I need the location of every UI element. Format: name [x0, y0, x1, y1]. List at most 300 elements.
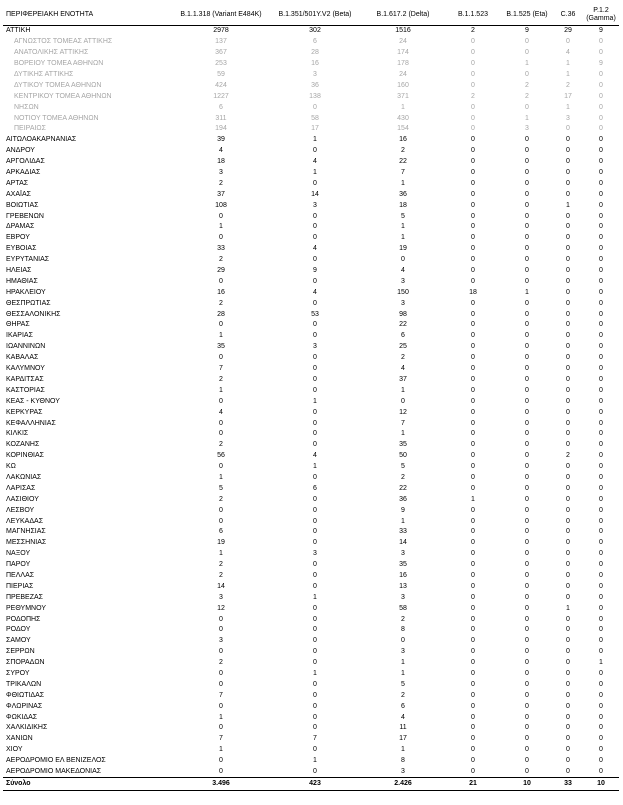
- value-cell: 0: [566, 310, 570, 318]
- variants-by-region-table: [3, 4, 619, 791]
- value-cell: 18: [469, 288, 477, 296]
- value-cell: 154: [397, 125, 409, 133]
- value-cell: 0: [525, 147, 529, 155]
- value-cell: 253: [215, 60, 227, 68]
- value-cell: 0: [313, 321, 317, 329]
- value-cell: 14: [311, 190, 319, 198]
- value-cell: 2: [401, 615, 405, 623]
- value-cell: 3: [401, 648, 405, 656]
- value-cell: 6: [219, 103, 223, 111]
- value-cell: 0: [566, 593, 570, 601]
- value-cell: 0: [525, 430, 529, 438]
- value-cell: 1: [219, 713, 223, 721]
- value-cell: 0: [313, 277, 317, 285]
- value-cell: 430: [397, 114, 409, 122]
- region-name-cell: ΡΟΔΟΠΗΣ: [6, 615, 41, 623]
- value-cell: 5: [219, 484, 223, 492]
- value-cell: 0: [313, 408, 317, 416]
- value-cell: 0: [599, 212, 603, 220]
- value-cell: 16: [399, 571, 407, 579]
- value-cell: 0: [599, 114, 603, 122]
- value-cell: 0: [219, 680, 223, 688]
- value-cell: 58: [399, 604, 407, 612]
- region-name-cell: ΒΟΡΕΙΟΥ ΤΟΜΕΑ ΑΘΗΝΩΝ: [14, 60, 104, 68]
- value-cell: 1: [566, 60, 570, 68]
- value-cell: 0: [566, 528, 570, 536]
- value-cell: 0: [525, 212, 529, 220]
- value-cell: 1: [219, 746, 223, 754]
- region-name-cell: ΡΕΘΥΜΝΟΥ: [6, 604, 47, 612]
- value-cell: 1: [471, 495, 475, 503]
- value-cell: 160: [397, 81, 409, 89]
- value-cell: 194: [215, 125, 227, 133]
- value-cell: 0: [525, 365, 529, 373]
- region-name-cell: ΚΕΑΣ - ΚΥΘΝΟΥ: [6, 397, 60, 405]
- region-name-cell: ΚΑΛΥΜΝΟΥ: [6, 365, 45, 373]
- value-cell: 7: [401, 169, 405, 177]
- value-cell: 0: [525, 691, 529, 699]
- value-cell: 0: [599, 277, 603, 285]
- table-row: [3, 538, 619, 549]
- region-name-cell: ΔΥΤΙΚΟΥ ΤΟΜΕΑ ΑΘΗΝΩΝ: [14, 81, 102, 89]
- table-row: [3, 625, 619, 636]
- value-cell: 0: [471, 38, 475, 46]
- value-cell: 0: [313, 473, 317, 481]
- value-cell: 0: [566, 354, 570, 362]
- value-cell: 0: [471, 517, 475, 525]
- value-cell: 0: [525, 103, 529, 111]
- value-cell: 0: [566, 702, 570, 710]
- value-cell: 0: [313, 212, 317, 220]
- value-cell: 22: [399, 321, 407, 329]
- value-cell: 0: [525, 626, 529, 634]
- value-cell: 0: [599, 495, 603, 503]
- region-name-cell: ΘΕΣΠΡΩΤΙΑΣ: [6, 299, 51, 307]
- region-name-cell: ΓΡΕΒΕΝΩΝ: [6, 212, 44, 220]
- value-cell: 0: [599, 365, 603, 373]
- value-cell: 1: [401, 517, 405, 525]
- value-cell: 0: [525, 256, 529, 264]
- value-cell: 0: [219, 768, 223, 775]
- value-cell: 3: [525, 125, 529, 133]
- table-row: [3, 669, 619, 680]
- value-cell: 424: [215, 81, 227, 89]
- value-cell: 0: [471, 256, 475, 264]
- value-cell: 0: [525, 71, 529, 78]
- value-cell: 8: [401, 626, 405, 634]
- value-cell: 0: [471, 408, 475, 416]
- value-cell: 17: [311, 125, 319, 133]
- table-row: [3, 222, 619, 233]
- value-cell: 0: [599, 136, 603, 144]
- value-cell: 0: [566, 713, 570, 721]
- value-cell: 28: [311, 49, 319, 57]
- value-cell: 0: [599, 441, 603, 449]
- value-cell: 37: [217, 190, 225, 198]
- value-cell: 150: [397, 288, 409, 296]
- value-cell: 0: [401, 637, 405, 645]
- value-cell: 18: [399, 201, 407, 209]
- value-cell: 0: [599, 506, 603, 514]
- table-row: [3, 679, 619, 690]
- value-cell: 0: [599, 430, 603, 438]
- value-cell: 0: [566, 550, 570, 558]
- value-cell: 3: [219, 169, 223, 177]
- value-cell: 0: [471, 310, 475, 318]
- value-cell: 3: [566, 114, 570, 122]
- table-row: [3, 658, 619, 669]
- table-row: [3, 168, 619, 179]
- value-cell: 0: [313, 299, 317, 307]
- value-cell: 1: [219, 473, 223, 481]
- value-cell: 4: [401, 267, 405, 275]
- value-cell: 0: [471, 234, 475, 242]
- value-cell: 8: [401, 757, 405, 765]
- value-cell: 0: [313, 539, 317, 547]
- value-cell: 0: [471, 267, 475, 275]
- value-cell: 4: [401, 713, 405, 721]
- value-cell: 0: [599, 179, 603, 187]
- value-cell: 7: [219, 735, 223, 743]
- value-cell: 4: [219, 408, 223, 416]
- value-cell: 0: [566, 539, 570, 547]
- value-cell: 1: [219, 332, 223, 340]
- value-cell: 0: [313, 615, 317, 623]
- table-row: [3, 331, 619, 342]
- region-name-cell: ΣΠΟΡΑΔΩΝ: [6, 659, 45, 667]
- region-name-cell: ΣΕΡΡΩΝ: [6, 648, 35, 656]
- table-row: [3, 26, 619, 37]
- table-row: [3, 266, 619, 277]
- value-cell: 0: [566, 735, 570, 743]
- value-cell: 0: [313, 724, 317, 732]
- region-name-cell: ΚΙΛΚΙΣ: [6, 430, 29, 438]
- value-cell: 0: [471, 484, 475, 492]
- table-row: [3, 571, 619, 582]
- value-cell: 0: [313, 179, 317, 187]
- value-cell: 4: [401, 365, 405, 373]
- value-cell: 2: [566, 81, 570, 89]
- value-cell: 50: [399, 452, 407, 460]
- value-cell: 98: [399, 310, 407, 318]
- value-cell: 0: [471, 637, 475, 645]
- value-cell: 2: [219, 375, 223, 383]
- table-row-subregion: [3, 59, 619, 70]
- value-cell: 4: [313, 158, 317, 166]
- value-cell: 0: [471, 158, 475, 166]
- value-cell: 0: [525, 484, 529, 492]
- value-cell: 0: [471, 506, 475, 514]
- value-cell: 2: [219, 561, 223, 569]
- value-cell: 0: [525, 637, 529, 645]
- value-cell: 137: [215, 38, 227, 46]
- value-cell: 2: [401, 354, 405, 362]
- value-cell: 0: [566, 484, 570, 492]
- region-name-cell: ΛΑΣΙΘΙΟΥ: [6, 495, 39, 503]
- value-cell: 0: [525, 539, 529, 547]
- value-cell: 6: [401, 332, 405, 340]
- value-cell: 7: [313, 735, 317, 743]
- value-cell: 4: [313, 452, 317, 460]
- value-cell: 0: [471, 430, 475, 438]
- value-cell: 0: [525, 757, 529, 765]
- value-cell: 0: [471, 375, 475, 383]
- column-header-eta: B.1.525 (Eta): [506, 10, 548, 18]
- value-cell: 1516: [395, 27, 411, 35]
- value-cell: 0: [525, 245, 529, 253]
- value-cell: 6: [401, 702, 405, 710]
- value-cell: 0: [566, 746, 570, 754]
- value-cell: 2: [219, 659, 223, 667]
- value-cell: 0: [566, 365, 570, 373]
- value-cell: 0: [471, 169, 475, 177]
- value-cell: 0: [599, 299, 603, 307]
- value-cell: 35: [399, 561, 407, 569]
- value-cell: 19: [399, 245, 407, 253]
- region-name-cell: ΧΑΛΚΙΔΙΚΗΣ: [6, 724, 48, 732]
- value-cell: 16: [217, 288, 225, 296]
- value-cell: 0: [599, 354, 603, 362]
- value-cell: 0: [525, 234, 529, 242]
- table-row: [3, 745, 619, 756]
- value-cell: 6: [313, 38, 317, 46]
- total-cell: 3.496: [212, 780, 230, 788]
- total-cell: 10: [597, 780, 605, 788]
- value-cell: 14: [217, 582, 225, 590]
- value-cell: 0: [525, 768, 529, 775]
- value-cell: 0: [566, 169, 570, 177]
- table-row: [3, 178, 619, 189]
- value-cell: 0: [525, 506, 529, 514]
- value-cell: 1: [525, 114, 529, 122]
- value-cell: 0: [599, 680, 603, 688]
- value-cell: 0: [599, 419, 603, 427]
- value-cell: 0: [471, 757, 475, 765]
- table-row: [3, 320, 619, 331]
- value-cell: 4: [219, 147, 223, 155]
- value-cell: 0: [525, 179, 529, 187]
- value-cell: 0: [313, 223, 317, 231]
- value-cell: 0: [566, 158, 570, 166]
- value-cell: 0: [219, 648, 223, 656]
- region-name-cell: ΛΑΡΙΣΑΣ: [6, 484, 36, 492]
- value-cell: 28: [217, 310, 225, 318]
- value-cell: 0: [313, 659, 317, 667]
- value-cell: 1: [401, 669, 405, 677]
- value-cell: 0: [566, 125, 570, 133]
- table-row-subregion: [3, 48, 619, 59]
- region-name-cell: ΑΕΡΟΔΡΟΜΙΟ ΕΛ ΒΕΝΙΖΕΛΟΣ: [6, 757, 106, 765]
- value-cell: 0: [566, 659, 570, 667]
- value-cell: 35: [217, 343, 225, 351]
- value-cell: 0: [313, 626, 317, 634]
- value-cell: 0: [313, 691, 317, 699]
- value-cell: 12: [399, 408, 407, 416]
- value-cell: 0: [566, 408, 570, 416]
- value-cell: 0: [566, 375, 570, 383]
- table-row: [3, 396, 619, 407]
- value-cell: 9: [599, 27, 603, 35]
- value-cell: 0: [525, 332, 529, 340]
- value-cell: 0: [313, 604, 317, 612]
- value-cell: 0: [471, 604, 475, 612]
- value-cell: 0: [566, 212, 570, 220]
- value-cell: 0: [599, 746, 603, 754]
- region-name-cell: ΔΡΑΜΑΣ: [6, 223, 35, 231]
- value-cell: 0: [219, 430, 223, 438]
- value-cell: 0: [599, 702, 603, 710]
- table-footer: [3, 778, 619, 791]
- table-row: [3, 244, 619, 255]
- value-cell: 0: [599, 321, 603, 329]
- region-name-cell: ΚΑΒΑΛΑΣ: [6, 354, 39, 362]
- value-cell: 29: [564, 27, 572, 35]
- value-cell: 36: [399, 495, 407, 503]
- value-cell: 0: [566, 441, 570, 449]
- table-row-subregion: [3, 102, 619, 113]
- value-cell: 0: [599, 234, 603, 242]
- value-cell: 0: [471, 245, 475, 253]
- value-cell: 37: [399, 375, 407, 383]
- value-cell: 17: [564, 92, 572, 100]
- value-cell: 0: [599, 375, 603, 383]
- region-name-cell: ΑΡΓΟΛΙΔΑΣ: [6, 158, 45, 166]
- table-row: [3, 647, 619, 658]
- value-cell: 0: [219, 354, 223, 362]
- value-cell: 9: [599, 60, 603, 68]
- column-header-b11318: B.1.1.318 (Variant E484K): [180, 10, 262, 18]
- value-cell: 1: [313, 669, 317, 677]
- value-cell: 3: [401, 299, 405, 307]
- value-cell: 0: [599, 735, 603, 743]
- region-name-cell: ΛΕΣΒΟΥ: [6, 506, 35, 514]
- value-cell: 0: [566, 615, 570, 623]
- value-cell: 1: [599, 659, 603, 667]
- value-cell: 36: [311, 81, 319, 89]
- value-cell: 0: [401, 397, 405, 405]
- value-cell: 0: [219, 702, 223, 710]
- value-cell: 56: [217, 452, 225, 460]
- value-cell: 6: [219, 528, 223, 536]
- value-cell: 0: [599, 92, 603, 100]
- value-cell: 19: [217, 539, 225, 547]
- value-cell: 0: [471, 626, 475, 634]
- value-cell: 0: [566, 223, 570, 231]
- region-name-cell: ΦΩΚΙΔΑΣ: [6, 713, 38, 721]
- value-cell: 0: [313, 234, 317, 242]
- value-cell: 0: [313, 495, 317, 503]
- value-cell: 1: [313, 397, 317, 405]
- table-row: [3, 712, 619, 723]
- region-name-cell: ΚΑΡΔΙΤΣΑΣ: [6, 375, 44, 383]
- value-cell: 2: [401, 473, 405, 481]
- table-row: [3, 233, 619, 244]
- value-cell: 1: [401, 234, 405, 242]
- value-cell: 0: [525, 223, 529, 231]
- value-cell: 0: [599, 615, 603, 623]
- column-header-b11523: B.1.1.523: [458, 10, 488, 18]
- value-cell: 0: [313, 386, 317, 394]
- value-cell: 0: [599, 757, 603, 765]
- table-row: [3, 505, 619, 516]
- value-cell: 58: [311, 114, 319, 122]
- region-name-cell: ΑΝΔΡΟΥ: [6, 147, 35, 155]
- value-cell: 0: [566, 430, 570, 438]
- value-cell: 0: [599, 626, 603, 634]
- value-cell: 0: [525, 321, 529, 329]
- value-cell: 3: [401, 593, 405, 601]
- value-cell: 22: [399, 158, 407, 166]
- region-name-cell: ΜΕΣΣΗΝΙΑΣ: [6, 539, 47, 547]
- region-name-cell: ΘΕΣΣΑΛΟΝΙΚΗΣ: [6, 310, 61, 318]
- value-cell: 0: [566, 571, 570, 579]
- table-row: [3, 298, 619, 309]
- value-cell: 0: [313, 517, 317, 525]
- value-cell: 2: [219, 495, 223, 503]
- region-name-cell: ΠΙΕΡΙΑΣ: [6, 582, 34, 590]
- region-name-cell: ΑΓΝΩΣΤΟΣ ΤΟΜΕΑΣ ΑΤΤΙΚΗΣ: [14, 38, 113, 46]
- region-name-cell: ΗΜΑΘΙΑΣ: [6, 277, 38, 285]
- value-cell: 0: [566, 386, 570, 394]
- table-body: [3, 26, 619, 778]
- value-cell: 108: [215, 201, 227, 209]
- value-cell: 0: [566, 234, 570, 242]
- value-cell: 0: [471, 735, 475, 743]
- table-row: [3, 287, 619, 298]
- value-cell: 0: [599, 267, 603, 275]
- table-row: [3, 734, 619, 745]
- value-cell: 0: [566, 147, 570, 155]
- value-cell: 0: [313, 648, 317, 656]
- value-cell: 24: [399, 38, 407, 46]
- value-cell: 0: [313, 147, 317, 155]
- table-row: [3, 146, 619, 157]
- table-row: [3, 494, 619, 505]
- value-cell: 3: [313, 343, 317, 351]
- value-cell: 0: [525, 38, 529, 46]
- total-cell: 21: [469, 780, 477, 788]
- region-name-cell: ΘΗΡΑΣ: [6, 321, 30, 329]
- value-cell: 0: [525, 408, 529, 416]
- value-cell: 2: [219, 179, 223, 187]
- region-name-cell: ΝΑΞΟΥ: [6, 550, 31, 558]
- region-name-cell: ΧΙΟΥ: [6, 746, 23, 754]
- value-cell: 6: [313, 484, 317, 492]
- value-cell: 0: [471, 60, 475, 68]
- value-cell: 0: [525, 343, 529, 351]
- value-cell: 1: [566, 201, 570, 209]
- value-cell: 0: [599, 256, 603, 264]
- value-cell: 0: [471, 386, 475, 394]
- value-cell: 0: [566, 419, 570, 427]
- value-cell: 0: [599, 103, 603, 111]
- table-row: [3, 614, 619, 625]
- region-name-cell: ΑΧΑΪΑΣ: [6, 190, 31, 198]
- column-header-gamma: P.1.2 (Gamma): [586, 6, 616, 22]
- value-cell: 0: [471, 354, 475, 362]
- value-cell: 0: [313, 702, 317, 710]
- value-cell: 0: [471, 746, 475, 754]
- value-cell: 0: [566, 463, 570, 471]
- value-cell: 1: [566, 103, 570, 111]
- table-header: [3, 4, 619, 26]
- table-row: [3, 723, 619, 734]
- value-cell: 0: [599, 582, 603, 590]
- value-cell: 0: [525, 267, 529, 275]
- value-cell: 0: [566, 691, 570, 699]
- table-row: [3, 690, 619, 701]
- value-cell: 0: [313, 571, 317, 579]
